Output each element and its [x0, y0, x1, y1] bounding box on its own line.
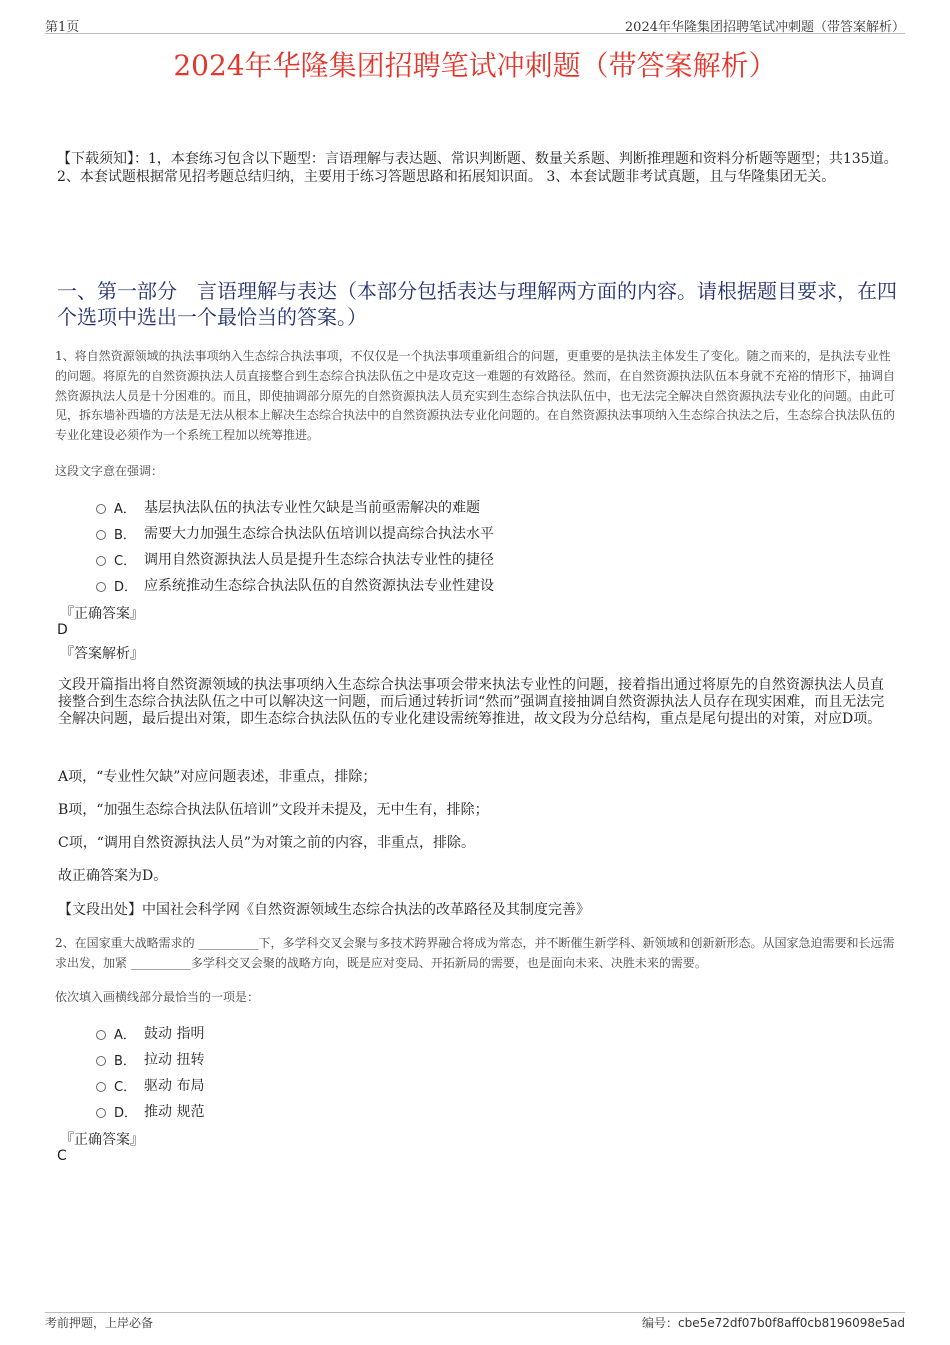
option-text: 需要大力加强生态综合执法队伍培训以提高综合执法水平 [144, 526, 494, 542]
document-title: 2024年华隆集团招聘笔试冲刺题（带答案解析） [173, 49, 777, 82]
radio-icon[interactable] [96, 1082, 106, 1092]
question-1-option-b[interactable] [96, 523, 494, 543]
question-1-analysis: 文段开篇指出将自然资源领域的执法事项纳入生态综合执法事项会带来执法专业性的问题，接着指出通过将原先的自然资源执法人员直接整合到生态综合执法队伍之中可以解决这一问题，而后通过转折词“然而”强调直接抽调自然资源执法人员存在现实困难，而且无法完全解决问题，最后提出对策，即生态综合执法队伍的专业化建设需统筹推进，故文段为分总结构，重点是尾句提出的对策，对应D项。 [58, 677, 885, 727]
option-letter: D． [114, 1105, 138, 1121]
question-2-answer-label: 『正确答案』 [60, 1132, 144, 1148]
radio-icon[interactable] [96, 582, 106, 592]
question-2-option-a[interactable] [96, 1023, 204, 1043]
option-letter: A． [114, 1027, 136, 1043]
question-1-option-d[interactable] [96, 575, 494, 595]
analysis-source: 【文段出处】中国社会科学网《自然资源领域生态综合执法的改革路径及其制度完善》 [58, 902, 590, 918]
radio-icon[interactable] [96, 1030, 106, 1040]
question-2-answer: C [57, 1148, 67, 1164]
question-2-text: 2、在国家重大战略需求的 __________下，多学科交叉会聚与多技术跨界融合将成为常态，并不断催生新学科、新领域和创新新形态。从国家急迫需要和长远需求出发，加紧 __________多学科交叉会聚的战略方向，既是应对变局、开拓新局的需要，也是面向未来、决胜未来的需要。 [55, 936, 895, 970]
analysis-line-a: A项，“专业性欠缺”对应问题表述，非重点，排除； [58, 769, 377, 785]
footer-code-value: cbe5e72df07b0f8aff0cb8196098e5ad [677, 1316, 905, 1330]
question-1-prompt: 这段文字意在强调： [55, 464, 164, 478]
analysis-line-b: B项，“加强生态综合执法队伍培训”文段并未提及，无中生有，排除； [58, 802, 489, 818]
analysis-conclusion: 故正确答案为D。 [58, 868, 168, 884]
question-1-option-c[interactable] [96, 549, 494, 569]
option-text: 应系统推动生态综合执法队伍的自然资源执法专业性建设 [144, 578, 494, 594]
footer-code [642, 1314, 905, 1331]
question-1-text: 1、将自然资源领域的执法事项纳入生态综合执法事项，不仅仅是一个执法事项重新组合的问题，更重要的是执法主体发生了变化。随之而来的，是执法专业性的问题。将原先的自然资源执法人员直接整合到生态综合执法队伍之中是攻克这一难题的有效路径。然而，在自然资源执法队伍本身就不充裕的情形下，抽调自然资源执法人员是十分困难的。而且，即使抽调部分原先的自然资源执法人员充实到生态综合执法队伍中，也无法完全解决自然资源执法专业化的问题。由此可见，拆东墙补西墙的方法是无法从根本上解决生态综合执法中的自然资源执法专业化问题的。在自然资源执法事项纳入生态综合执法之后，生态综合执法队伍的专业化建设必须作为一个系统工程加以统筹推进。 [55, 349, 896, 443]
download-notice: 【下载须知】：1，本套练习包含以下题型：言语理解与表达题、常识判断题、数量关系题、判断推理题和资料分析题等题型；共135道。 2、本套试题根据常见招考题总结归纳，主要用于练习答题思路和拓展知识面。 3、本套试题非考试真题，且与华隆集团无关。 [57, 151, 898, 185]
question-1-option-a[interactable] [96, 497, 480, 517]
option-text: 鼓动 指明 [144, 1026, 205, 1042]
option-letter: C． [114, 553, 137, 569]
section-heading: 一、第一部分 言语理解与表达（本部分包括表达与理解两方面的内容。请根据题目要求，在四个选项中选出一个最恰当的答案。） [57, 279, 897, 329]
question-2-option-c[interactable] [96, 1075, 204, 1095]
option-text: 拉动 扭转 [144, 1052, 205, 1068]
header-doc-title: 2024年华隆集团招聘笔试冲刺题（带答案解析） [624, 20, 905, 35]
analysis-line-c: C项，“调用自然资源执法人员”为对策之前的内容，非重点，排除。 [58, 835, 476, 851]
option-letter: B． [114, 1053, 136, 1069]
option-text: 基层执法队伍的执法专业性欠缺是当前亟需解决的难题 [144, 500, 480, 516]
question-2-option-b[interactable] [96, 1049, 204, 1069]
radio-icon[interactable] [96, 504, 106, 514]
option-letter: D． [114, 579, 138, 595]
radio-icon[interactable] [96, 556, 106, 566]
option-text: 驱动 布局 [144, 1078, 205, 1094]
header-divider [45, 33, 905, 34]
radio-icon[interactable] [96, 1056, 106, 1066]
question-1-analysis-label: 『答案解析』 [60, 646, 144, 662]
footer-slogan: 考前押题，上岸必备 [45, 1316, 154, 1330]
option-letter: B． [114, 527, 136, 543]
option-letter: A． [114, 501, 136, 517]
option-text: 调用自然资源执法人员是提升生态综合执法专业性的捷径 [144, 552, 494, 568]
question-2-option-d[interactable] [96, 1101, 204, 1121]
question-1-answer: D [57, 622, 68, 638]
option-letter: C． [114, 1079, 137, 1095]
option-text: 推动 规范 [144, 1104, 205, 1120]
footer-code-label: 编号： [641, 1316, 678, 1330]
radio-icon[interactable] [96, 530, 106, 540]
question-1-answer-label: 『正确答案』 [60, 606, 144, 622]
question-2-prompt: 依次填入画横线部分最恰当的一项是： [55, 990, 260, 1004]
footer-divider [45, 1312, 905, 1313]
header-page-number: 第1页 [45, 20, 80, 35]
radio-icon[interactable] [96, 1108, 106, 1118]
